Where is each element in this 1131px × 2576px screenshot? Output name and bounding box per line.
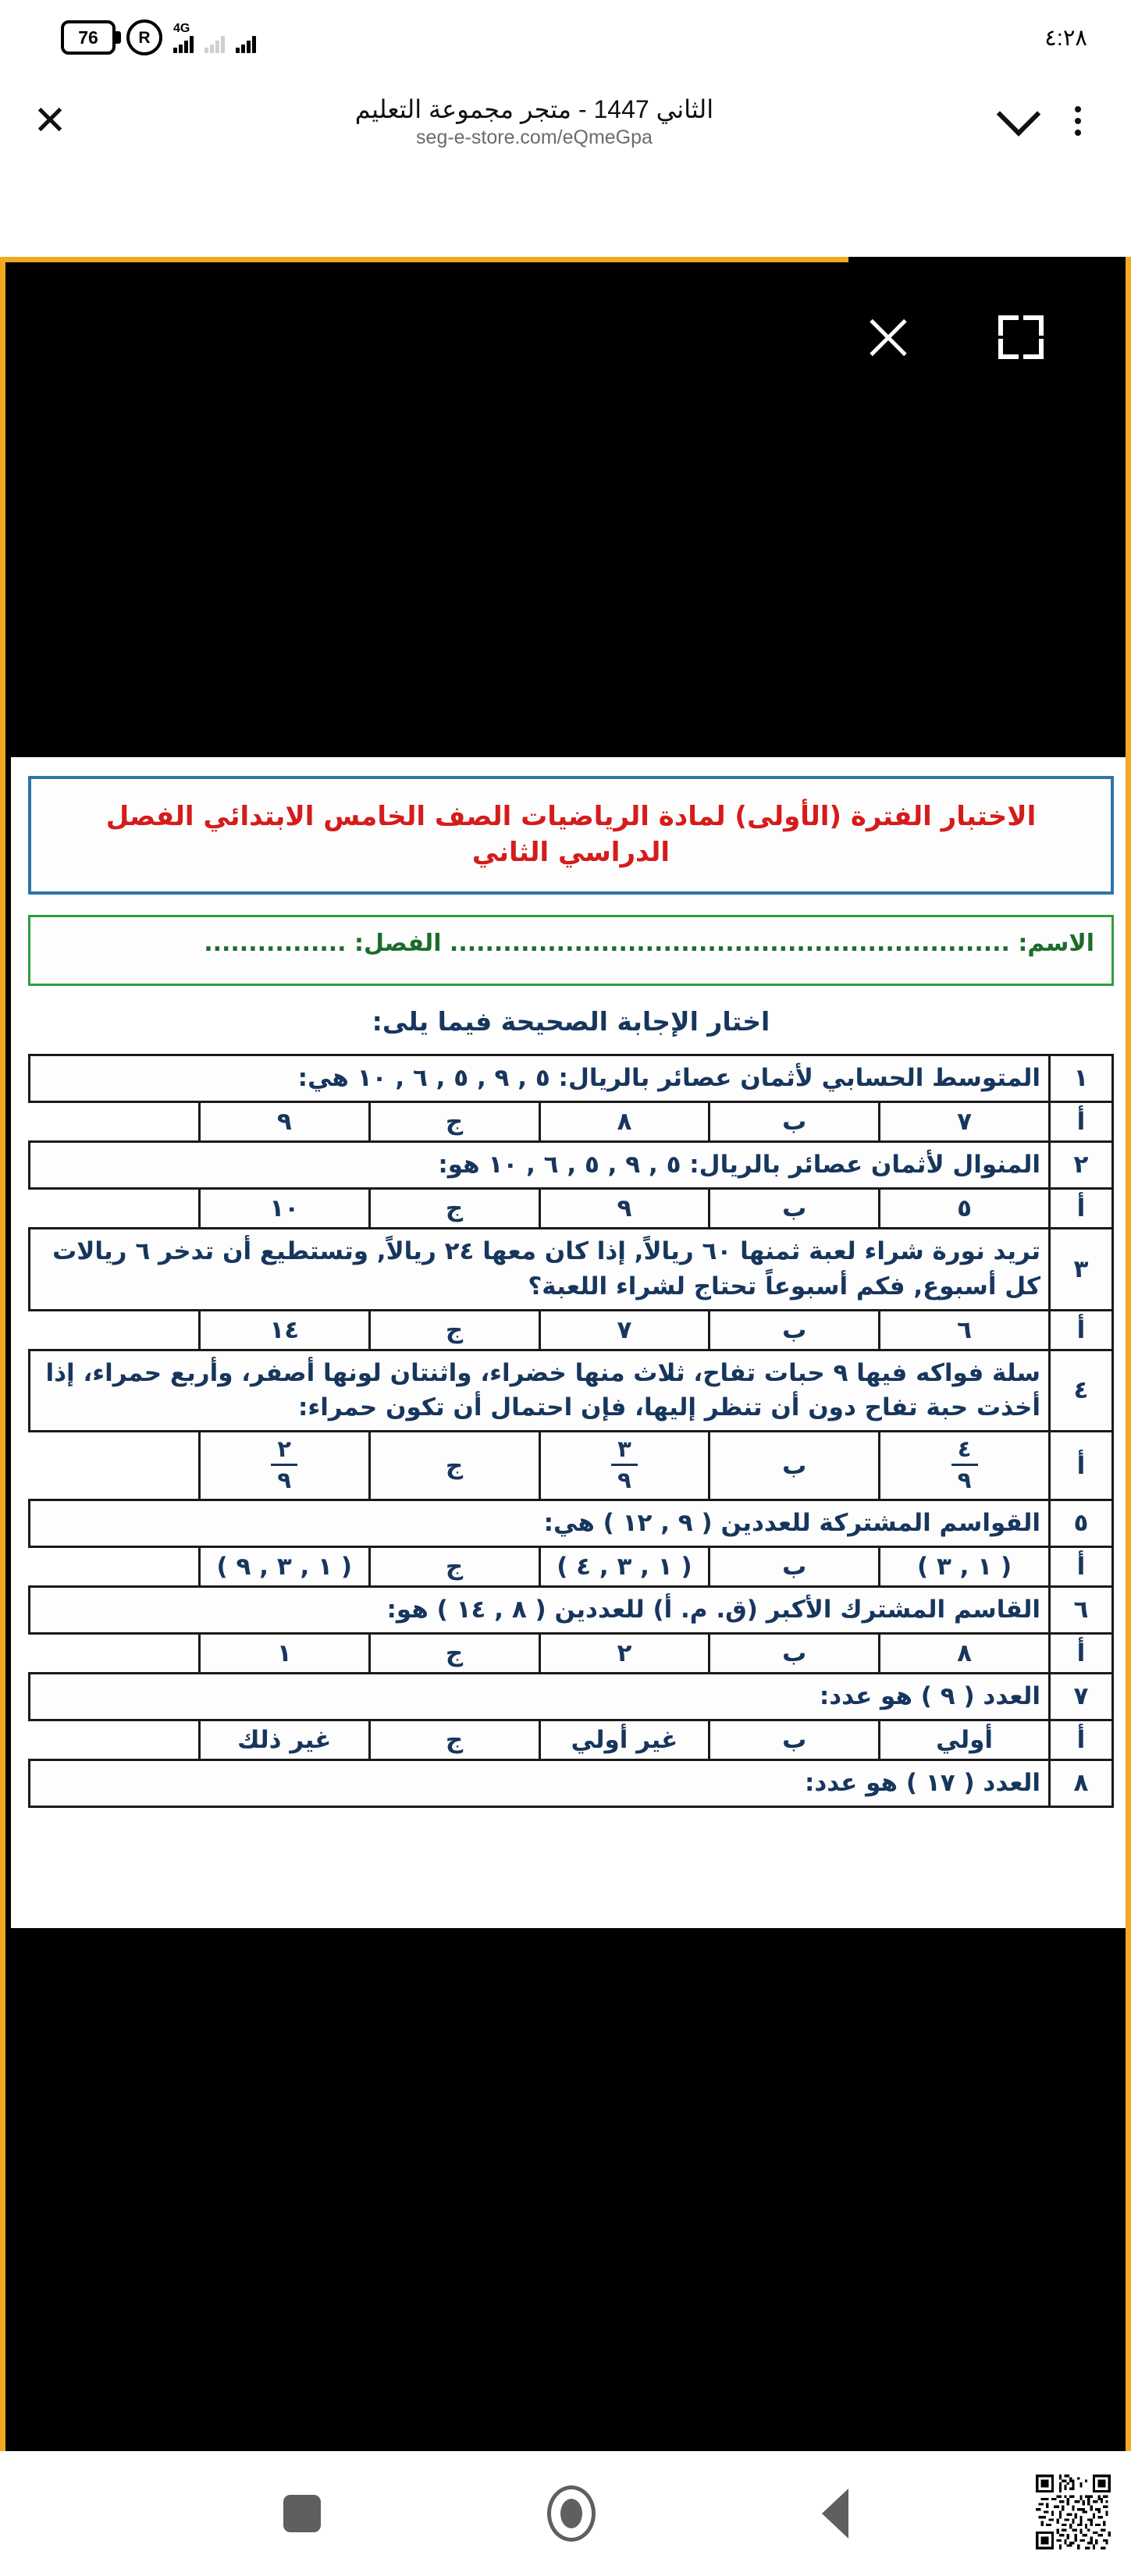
android-nav-bar bbox=[0, 2451, 1131, 2576]
student-name-field-box[interactable] bbox=[28, 915, 1114, 986]
option-key: ب bbox=[710, 1546, 880, 1586]
roaming-label: R bbox=[138, 28, 151, 47]
page-title: الثاني 1447 - متجر مجموعة التعليم bbox=[354, 94, 714, 123]
option-value[interactable] bbox=[880, 1432, 1050, 1500]
question-row bbox=[30, 1350, 1113, 1432]
network-indicator-tertiary bbox=[236, 23, 256, 53]
option-value[interactable]: ٧ bbox=[880, 1101, 1050, 1141]
option-key-first: أ bbox=[1050, 1720, 1113, 1759]
option-key: ج bbox=[369, 1633, 539, 1673]
back-triangle-icon[interactable] bbox=[822, 2489, 848, 2539]
signal-bars-sim2-icon bbox=[236, 36, 256, 53]
exam-instruction: اختار الإجابة الصحيحة فيما يلى: bbox=[372, 1005, 770, 1037]
option-key: ب bbox=[710, 1188, 880, 1228]
answer-row bbox=[30, 1188, 1113, 1228]
option-key-first: أ bbox=[1050, 1101, 1113, 1141]
option-key: ج bbox=[369, 1310, 539, 1350]
option-value[interactable]: ( ١ , ٣ , ٩ ) bbox=[199, 1546, 369, 1586]
student-name-field-label: الاسم: ............................................................... الفصل: ................ bbox=[204, 929, 1094, 957]
option-key: ج bbox=[369, 1432, 539, 1500]
option-key-first: أ bbox=[1050, 1432, 1113, 1500]
question-number: ٥ bbox=[1050, 1500, 1113, 1546]
fraction: $\frac{٢}{٩}$ bbox=[271, 1437, 297, 1492]
network-type-placeholder bbox=[205, 23, 208, 35]
document-viewer bbox=[0, 257, 1131, 2451]
answer-row bbox=[30, 1633, 1113, 1673]
option-value[interactable]: ٢ bbox=[539, 1633, 710, 1673]
battery-level-label: 76 bbox=[78, 27, 98, 48]
option-key: ج bbox=[369, 1546, 539, 1586]
option-value[interactable]: ( ١ , ٣ , ٤ ) bbox=[539, 1546, 710, 1586]
question-text: سلة فواكه فيها ٩ حبات تفاح، ثلاث منها خضراء، واثنتان لونها أصفر، وأربع حمراء، إذا أخذت حبة تفاح دون أن تنظر إليها، فإن احتمال أن تكون حمراء: bbox=[30, 1350, 1050, 1432]
option-key: ب bbox=[710, 1432, 880, 1500]
question-number: ٦ bbox=[1050, 1586, 1113, 1633]
question-text: تريد نورة شراء لعبة ثمنها ٦٠ ريالاً, إذا كان معها ٢٤ ريالاً, وتستطيع أن تدخر ٦ ريالات كل أسبوع, فكم أسبوعاً تحتاج لشراء اللعبة؟ bbox=[30, 1228, 1050, 1310]
answer-row bbox=[30, 1432, 1113, 1500]
overflow-menu-icon bbox=[1075, 106, 1081, 136]
option-value[interactable]: ٩ bbox=[539, 1188, 710, 1228]
close-icon: ✕ bbox=[33, 98, 67, 144]
question-row bbox=[30, 1228, 1113, 1310]
browser-header bbox=[0, 75, 1131, 167]
question-row bbox=[30, 1500, 1113, 1546]
overflow-menu-button[interactable] bbox=[1048, 91, 1108, 151]
question-text: المتوسط الحسابي لأثمان عصائر بالريال: ٥ , ٩ , ٥ , ٦ , ١٠ هي: bbox=[30, 1055, 1050, 1101]
close-button[interactable] bbox=[20, 91, 80, 151]
option-key-first: أ bbox=[1050, 1633, 1113, 1673]
recents-square-icon[interactable] bbox=[283, 2495, 321, 2532]
option-value[interactable]: ٨ bbox=[880, 1633, 1050, 1673]
network-type-placeholder-2 bbox=[236, 23, 239, 35]
question-text: القاسم المشترك الأكبر (ق. م. أ) للعددين ( ٨ , ١٤ ) هو: bbox=[30, 1586, 1050, 1633]
status-bar-clock: ٤:٢٨ bbox=[1044, 25, 1087, 51]
page-url: seg-e-store.com/eQmeGpa bbox=[416, 126, 653, 148]
answer-row bbox=[30, 1720, 1113, 1759]
roaming-icon bbox=[126, 20, 162, 55]
option-key: ج bbox=[369, 1720, 539, 1759]
question-row bbox=[30, 1055, 1113, 1101]
option-key: ج bbox=[369, 1188, 539, 1228]
home-circle-icon[interactable] bbox=[547, 2485, 596, 2542]
viewer-accent-line bbox=[5, 257, 848, 262]
question-row bbox=[30, 1673, 1113, 1720]
network-indicator bbox=[173, 23, 194, 53]
viewer-controls bbox=[5, 302, 1126, 372]
option-key-first: أ bbox=[1050, 1188, 1113, 1228]
question-number: ١ bbox=[1050, 1055, 1113, 1101]
chevron-down-icon bbox=[997, 92, 1041, 137]
question-text: العدد ( ٩ ) هو عدد: bbox=[30, 1673, 1050, 1720]
option-key: ج bbox=[369, 1101, 539, 1141]
option-value[interactable]: ( ١ , ٣ ) bbox=[880, 1546, 1050, 1586]
fraction: $\frac{٣}{٩}$ bbox=[611, 1437, 638, 1492]
answer-row bbox=[30, 1310, 1113, 1350]
option-value[interactable] bbox=[539, 1432, 710, 1500]
question-number: ٧ bbox=[1050, 1673, 1113, 1720]
option-key: ب bbox=[710, 1101, 880, 1141]
option-key: ب bbox=[710, 1310, 880, 1350]
network-type-label: 4G bbox=[173, 21, 190, 35]
exam-title: الاختبار الفترة (الأولى) لمادة الرياضيات الصف الخامس الابتدائي الفصل الدراسي الثاني bbox=[105, 801, 1037, 868]
question-number: ٤ bbox=[1050, 1350, 1113, 1432]
question-number: ٣ bbox=[1050, 1228, 1113, 1310]
question-row bbox=[30, 1759, 1113, 1806]
option-value[interactable]: ١ bbox=[199, 1633, 369, 1673]
option-value[interactable]: ٦ bbox=[880, 1310, 1050, 1350]
option-value[interactable]: ١٠ bbox=[199, 1188, 369, 1228]
question-number: ٢ bbox=[1050, 1141, 1113, 1188]
answer-row bbox=[30, 1101, 1113, 1141]
signal-bars-sim1-icon bbox=[173, 36, 194, 53]
question-text: العدد ( ١٧ ) هو عدد: bbox=[30, 1759, 1050, 1806]
signal-bars-faded-icon bbox=[205, 36, 225, 53]
exam-document bbox=[11, 757, 1131, 1928]
exam-title-box bbox=[28, 776, 1114, 895]
address-display[interactable] bbox=[80, 94, 989, 149]
option-value[interactable]: ٨ bbox=[539, 1101, 710, 1141]
option-value[interactable]: ٧ bbox=[539, 1310, 710, 1350]
option-value[interactable]: ١٤ bbox=[199, 1310, 369, 1350]
network-indicator-secondary bbox=[205, 23, 225, 53]
answer-row bbox=[30, 1546, 1113, 1586]
fraction: $\frac{٤}{٩}$ bbox=[951, 1437, 978, 1492]
viewer-close-icon[interactable] bbox=[864, 313, 912, 361]
qr-code-icon bbox=[1036, 2475, 1111, 2549]
option-value[interactable]: غير ذلك bbox=[199, 1720, 369, 1759]
option-key-first: أ bbox=[1050, 1310, 1113, 1350]
battery-icon bbox=[61, 20, 116, 55]
status-bar bbox=[0, 0, 1131, 75]
questions-table bbox=[28, 1054, 1114, 1808]
expand-button[interactable] bbox=[989, 91, 1048, 151]
fullscreen-icon[interactable] bbox=[998, 315, 1044, 359]
question-number: ٨ bbox=[1050, 1759, 1113, 1806]
status-bar-left-icons bbox=[61, 20, 256, 55]
option-value[interactable] bbox=[199, 1432, 369, 1500]
question-row bbox=[30, 1141, 1113, 1188]
option-key-first: أ bbox=[1050, 1546, 1113, 1586]
question-text: القواسم المشتركة للعددين ( ٩ , ١٢ ) هي: bbox=[30, 1500, 1050, 1546]
option-value[interactable]: غير أولي bbox=[539, 1720, 710, 1759]
option-key: ب bbox=[710, 1633, 880, 1673]
question-text: المنوال لأثمان عصائر بالريال: ٥ , ٩ , ٥ , ٦ , ١٠ هو: bbox=[30, 1141, 1050, 1188]
question-row bbox=[30, 1586, 1113, 1633]
option-value[interactable]: أولي bbox=[880, 1720, 1050, 1759]
option-value[interactable]: ٥ bbox=[880, 1188, 1050, 1228]
option-value[interactable]: ٩ bbox=[199, 1101, 369, 1141]
option-key: ب bbox=[710, 1720, 880, 1759]
